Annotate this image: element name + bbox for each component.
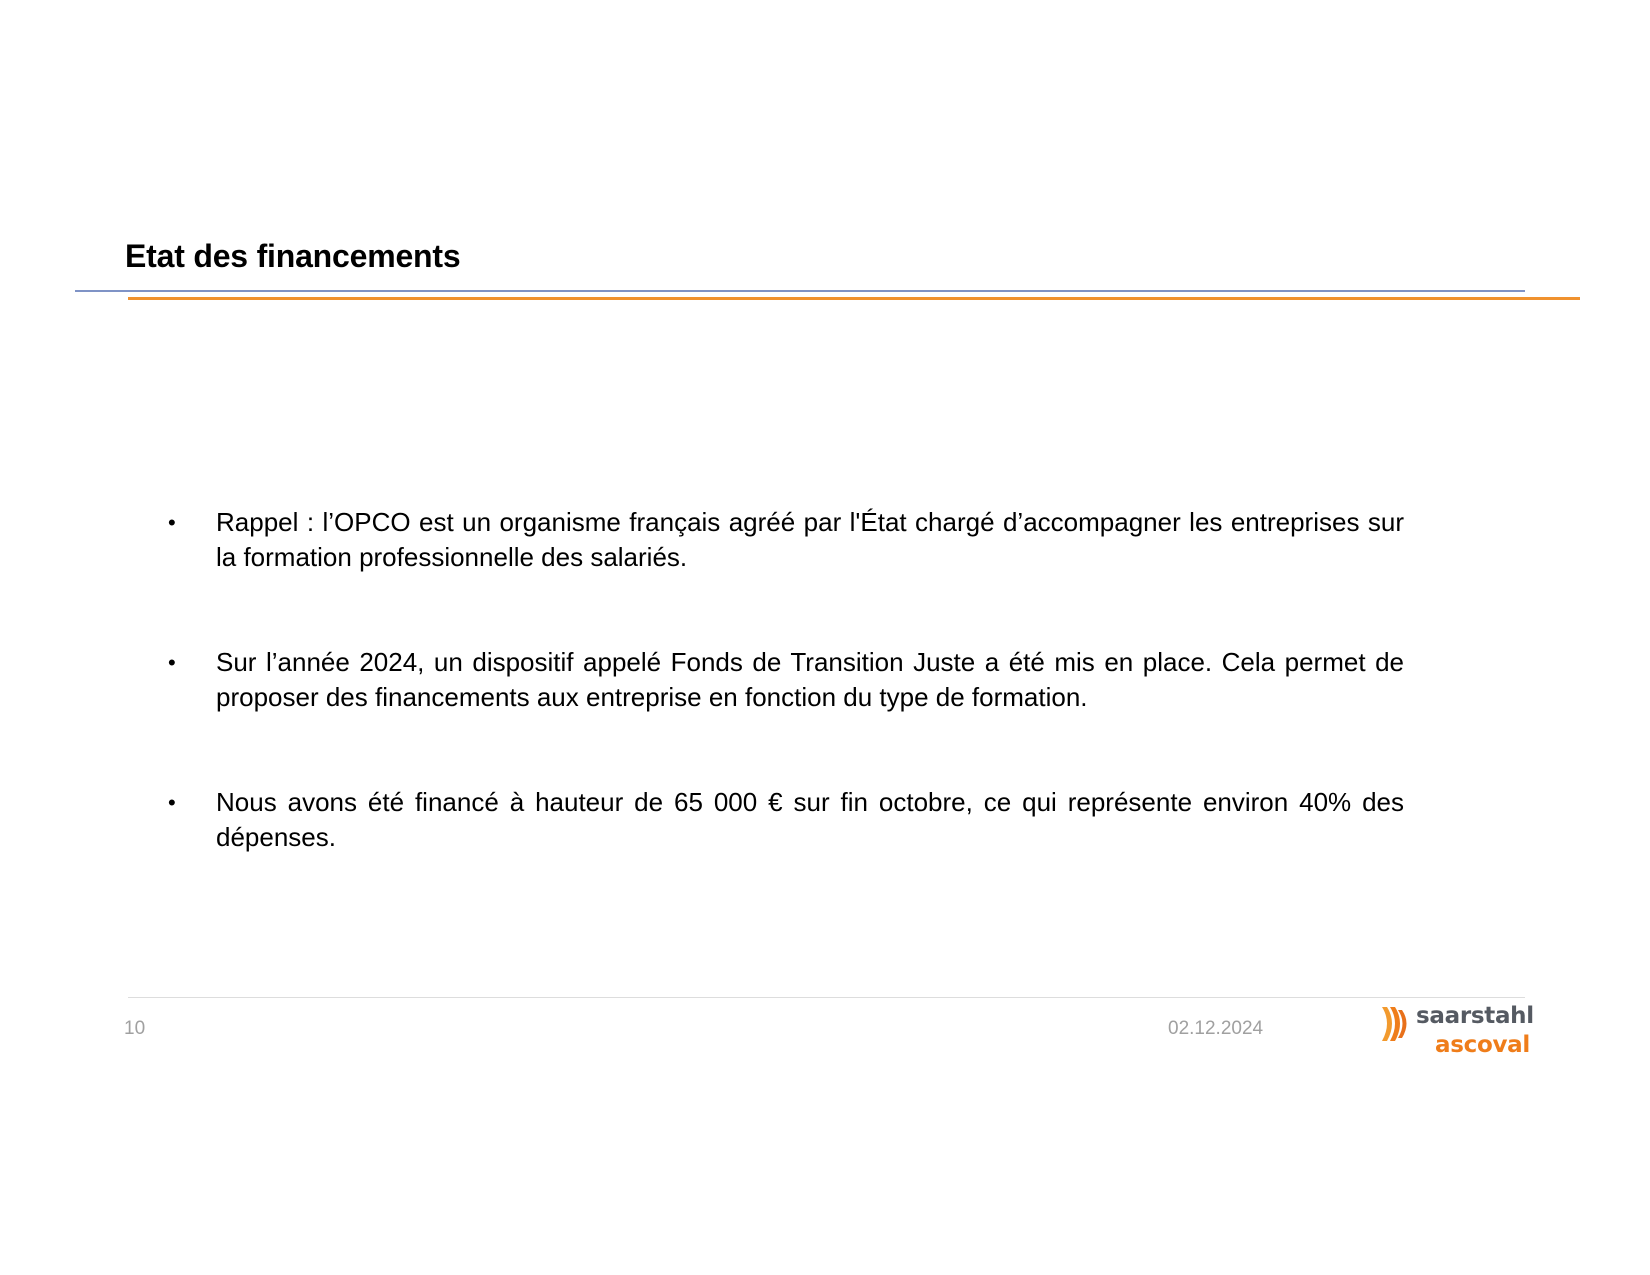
saarstahl-swoosh-icon xyxy=(1378,1003,1416,1043)
bullet-text: Sur l’année 2024, un dispositif appelé Fonds de Transition Juste a été mis en place. Cela permet de proposer des financements aux entreprise en fonction du type de formation. xyxy=(216,647,1404,712)
bullet-item xyxy=(168,505,1404,575)
logo-wordmark-ascoval: ascoval xyxy=(1435,1032,1530,1058)
bullet-text: Rappel : l’OPCO est un organisme français agréé par l'État chargé d’accompagner les entreprises sur la formation professionnelle des salariés. xyxy=(216,507,1404,572)
bullet-list xyxy=(168,505,1404,925)
slide-title: Etat des financements xyxy=(125,238,461,274)
bullet-marker: • xyxy=(168,790,176,815)
bullet-item xyxy=(168,785,1404,855)
footer-date: 02.12.2024 xyxy=(1168,1018,1264,1039)
bullet-marker: • xyxy=(168,510,176,535)
footer-rule xyxy=(128,997,1525,998)
logo-wordmark-saarstahl: saarstahl xyxy=(1416,1003,1534,1029)
bullet-text: Nous avons été financé à hauteur de 65 000 € sur fin octobre, ce qui représente environ 40% des dépenses. xyxy=(216,787,1404,852)
bullet-item xyxy=(168,645,1404,715)
company-logo xyxy=(1378,1001,1534,1061)
page-number: 10 xyxy=(124,1018,146,1039)
title-rule-orange xyxy=(128,297,1580,300)
bullet-marker: • xyxy=(168,650,176,675)
title-rule-blue xyxy=(75,290,1525,292)
